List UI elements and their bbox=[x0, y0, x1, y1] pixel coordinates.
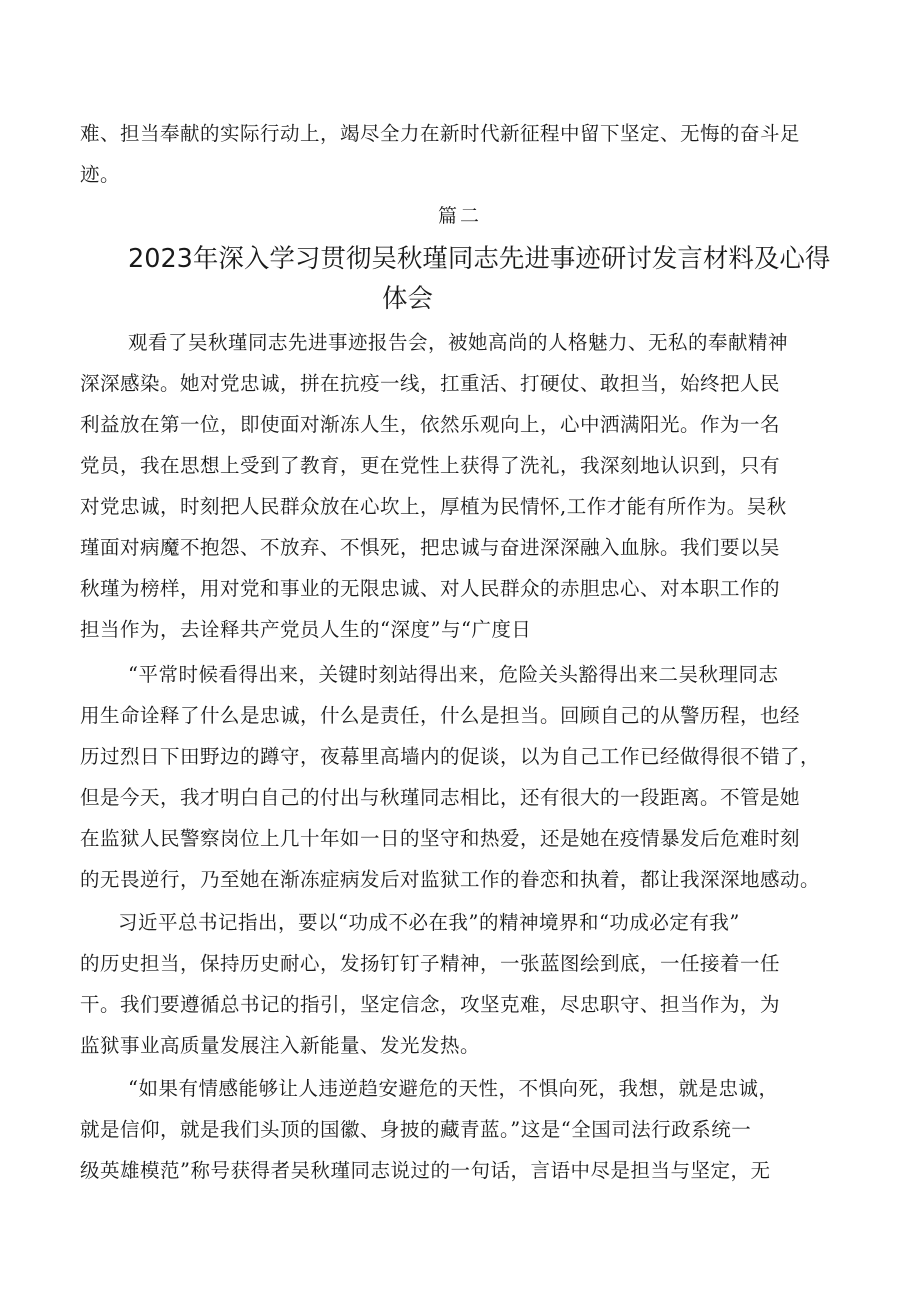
text-line: 担当作为，去诠释共产党员人生的“深度”与“广度日 bbox=[80, 618, 532, 641]
text-line: 级英雄模范”称号获得者吴秋瑾同志说过的一句话，言语中尽是担当与坚定，无 bbox=[80, 1159, 771, 1182]
text-line: 在监狱人民警察岗位上几十年如一日的坚守和热爱，还是她在疫情暴发后危难时刻 bbox=[80, 827, 801, 850]
text-line: 历过烈日下田野边的蹲守，夜幕里高墙内的促谈，以为自己工作已经做得很不错了， bbox=[80, 745, 821, 768]
text-line: 用生命诠释了什么是忠诚，什么是责任，什么是担当。回顾自己的从警历程，也经 bbox=[80, 704, 801, 727]
text-line: 瑾面对病魔不抱怨、不放弃、不惧死，把忠诚与奋进深深融入血脉。我们要以吴 bbox=[80, 536, 781, 559]
text-line: 监狱事业高质量发展注入新能量、发光发热。 bbox=[80, 1034, 481, 1057]
text-line: 但是今天，我才明白自己的付出与秋瑾同志相比，还有很大的一段距离。不管是她 bbox=[80, 786, 801, 809]
text-line: 秋瑾为榜样，用对党和事业的无限忠诚、对人民群众的赤胆忠心、对本职工作的 bbox=[80, 577, 781, 600]
text-line: 习近平总书记指出，要以“功成不必在我”的精神境界和“功成必定有我” bbox=[118, 911, 740, 934]
document-title: 体会 bbox=[382, 284, 434, 314]
text-line: 党员，我在思想上受到了教育，更在党性上获得了洗礼，我深刻地认识到，只有 bbox=[80, 454, 781, 477]
text-line: 深深感染。她对党忠诚，拼在抗疫一线，扛重活、打硬仗、敢担当，始终把人民 bbox=[80, 372, 781, 395]
text-line: 对党忠诚，时刻把人民群众放在心坎上，厚植为民情怀,工作才能有所作为。吴秋 bbox=[80, 495, 787, 518]
text-line: 迹。 bbox=[80, 163, 121, 186]
text-line: “平常时候看得出来，关键时刻站得出来，危险关头豁得出来二吴秋理同志 bbox=[128, 663, 779, 686]
text-line: 观看了吴秋瑾同志先进事迹报告会，被她高尚的人格魅力、无私的奉献精神 bbox=[128, 331, 789, 354]
section-label: 篇二 bbox=[437, 205, 482, 227]
text-line: 干。我们要遵循总书记的指引，坚定信念，攻坚克难，尽忠职守、担当作为，为 bbox=[80, 993, 781, 1016]
text-line: “如果有情感能够让人违逆趋安避危的天性，不惧向死，我想，就是忠诚， bbox=[128, 1077, 779, 1100]
text-line: 难、担当奉献的实际行动上，竭尽全力在新时代新征程中留下坚定、无悔的奋斗足 bbox=[80, 122, 801, 145]
document-title: 2023年深入学习贯彻吴秋瑾同志先进事迹研讨发言材料及心得 bbox=[128, 244, 831, 274]
text-line: 的历史担当，保持历史耐心，发扬钉钉子精神，一张蓝图绘到底，一任接着一任 bbox=[80, 952, 781, 975]
text-line: 利益放在第一位，即使面对渐冻人生，依然乐观向上，心中洒满阳光。作为一名 bbox=[80, 413, 781, 436]
text-line: 的无畏逆行，乃至她在渐冻症病发后对监狱工作的眷恋和执着，都让我深深地感动。 bbox=[80, 868, 821, 891]
text-line: 就是信仰，就是我们头顶的国徽、身披的藏青蓝。”这是“全国司法行政系统一 bbox=[80, 1118, 752, 1141]
